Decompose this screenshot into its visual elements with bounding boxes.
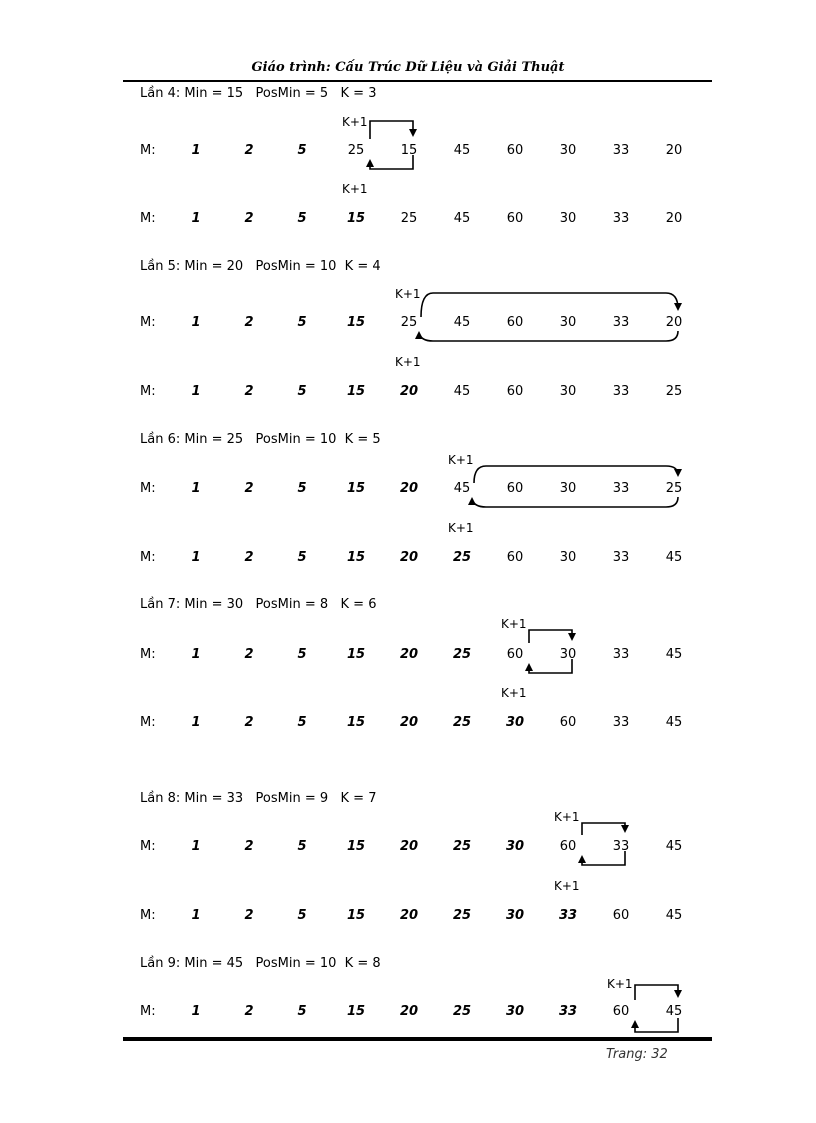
array-row-after-cell: 15 [346, 550, 366, 565]
array-row-after-cell: 2 [244, 908, 254, 923]
array-row-before-cell: 15 [346, 481, 366, 496]
k-plus-one-label-bottom: K+1 [342, 182, 368, 196]
array-row-after-cell: 1 [191, 715, 201, 730]
k-plus-one-label-top: K+1 [501, 617, 527, 631]
k-plus-one-label-top: K+1 [395, 287, 421, 301]
page-header-title: Giáo trình: Cấu Trúc Dữ Liệu và Giải Thuật [251, 60, 565, 75]
array-row-before-cell: 20 [399, 481, 419, 496]
array-row-before-cell: 30 [559, 647, 577, 662]
array-row-after-cell: 5 [297, 211, 307, 226]
k-plus-one-label-top: K+1 [448, 453, 474, 467]
array-row-before-cell: 45 [665, 647, 683, 662]
array-row-after-cell: 15 [346, 211, 366, 226]
array-row-after-cell: 2 [244, 384, 254, 399]
array-row-before-cell: 5 [297, 1004, 307, 1019]
array-row-after-cell: 2 [244, 715, 254, 730]
swap-arrow-bottom [472, 497, 678, 507]
array-row-after-cell: 60 [506, 550, 524, 565]
array-row-before-cell: 20 [399, 1004, 419, 1019]
array-row-before-cell: 20 [665, 315, 683, 330]
k-plus-one-label-bottom: K+1 [395, 355, 421, 369]
swap-arrow-top [421, 293, 678, 317]
array-row-after-cell: 20 [399, 715, 419, 730]
array-row-before-cell: 15 [346, 647, 366, 662]
page-number: Trang: 32 [606, 1047, 668, 1062]
array-row-after-cell: 45 [665, 550, 683, 565]
array-row-after-cell: 15 [346, 384, 366, 399]
array-row-after-cell: 25 [452, 550, 472, 565]
array-row-after-cell: 30 [559, 384, 577, 399]
array-row-before-cell: 25 [452, 839, 472, 854]
array-row-before-cell: 30 [559, 481, 577, 496]
array-row-after-label: M: [140, 908, 156, 923]
swap-arrowhead-down [568, 633, 576, 641]
array-row-before-cell: 60 [506, 481, 524, 496]
array-row-after-cell: 30 [505, 908, 525, 923]
array-row-before-cell: 25 [452, 1004, 472, 1019]
array-row-after-cell: 45 [665, 715, 683, 730]
array-row-after-cell: 5 [297, 384, 307, 399]
array-row-after-cell: 60 [506, 384, 524, 399]
array-row-before-cell: 2 [244, 143, 254, 158]
array-row-before-cell: 45 [453, 481, 471, 496]
array-row-after-label: M: [140, 211, 156, 226]
array-row-before-cell: 60 [506, 647, 524, 662]
swap-arrowhead-down [674, 990, 682, 998]
array-row-before-cell: 33 [612, 481, 630, 496]
array-row-before-cell: 5 [297, 647, 307, 662]
array-row-after-cell: 30 [559, 211, 577, 226]
array-row-after-cell: 45 [453, 384, 471, 399]
array-row-after-cell: 60 [612, 908, 630, 923]
k-plus-one-label-bottom: K+1 [554, 879, 580, 893]
array-row-before-cell: 45 [665, 839, 683, 854]
array-row-after-cell: 45 [665, 908, 683, 923]
array-row-after-cell: 33 [612, 715, 630, 730]
array-row-after-cell: 33 [612, 211, 630, 226]
array-row-after-cell: 5 [297, 715, 307, 730]
array-row-before-cell: 33 [612, 647, 630, 662]
array-row-after-label: M: [140, 715, 156, 730]
array-row-before-label: M: [140, 839, 156, 854]
array-row-after-cell: 33 [558, 908, 578, 923]
k-plus-one-label-bottom: K+1 [448, 521, 474, 535]
array-row-after-label: M: [140, 384, 156, 399]
array-row-after-cell: 2 [244, 550, 254, 565]
array-row-before-cell: 1 [191, 481, 201, 496]
array-row-after-cell: 15 [346, 715, 366, 730]
array-row-after-cell: 30 [559, 550, 577, 565]
array-row-before-cell: 1 [191, 143, 201, 158]
swap-arrowhead-down [621, 825, 629, 833]
array-row-before-cell: 30 [559, 315, 577, 330]
array-row-after-cell: 1 [191, 211, 201, 226]
swap-arrowhead-up [631, 1020, 639, 1028]
array-row-before-cell: 30 [505, 839, 525, 854]
pass-title: Lần 7: Min = 30 PosMin = 8 K = 6 [140, 597, 377, 612]
array-row-before-cell: 30 [505, 1004, 525, 1019]
array-row-before-label: M: [140, 143, 156, 158]
array-row-before-cell: 33 [612, 839, 630, 854]
array-row-before-cell: 45 [453, 143, 471, 158]
swap-arrow-top [370, 121, 413, 139]
swap-arrowhead-up [578, 855, 586, 863]
array-row-before-cell: 25 [347, 143, 365, 158]
array-row-before-label: M: [140, 647, 156, 662]
array-row-after-cell: 60 [559, 715, 577, 730]
array-row-before-cell: 15 [346, 839, 366, 854]
k-plus-one-label-bottom: K+1 [501, 686, 527, 700]
array-row-after-cell: 1 [191, 908, 201, 923]
array-row-before-cell: 1 [191, 315, 201, 330]
pass-title: Lần 4: Min = 15 PosMin = 5 K = 3 [140, 86, 377, 101]
array-row-after-cell: 33 [612, 384, 630, 399]
array-row-before-cell: 25 [452, 647, 472, 662]
array-row-before-cell: 25 [665, 481, 683, 496]
array-row-before-cell: 20 [399, 839, 419, 854]
array-row-after-cell: 60 [506, 211, 524, 226]
array-row-before-cell: 5 [297, 481, 307, 496]
k-plus-one-label-top: K+1 [342, 115, 368, 129]
swap-arrow-top [582, 823, 625, 835]
pass-title: Lần 5: Min = 20 PosMin = 10 K = 4 [140, 259, 381, 274]
array-row-before-label: M: [140, 1004, 156, 1019]
array-row-before-cell: 1 [191, 839, 201, 854]
array-row-after-cell: 25 [665, 384, 683, 399]
array-row-before-label: M: [140, 481, 156, 496]
swap-arrowhead-up [415, 331, 423, 339]
array-row-after-cell: 1 [191, 384, 201, 399]
array-row-after-cell: 20 [399, 908, 419, 923]
swap-arrow-top [635, 985, 678, 1000]
pass-title: Lần 8: Min = 33 PosMin = 9 K = 7 [140, 791, 377, 806]
footer-rule [123, 1037, 712, 1041]
array-row-before-cell: 1 [191, 1004, 201, 1019]
k-plus-one-label-top: K+1 [554, 810, 580, 824]
swap-arrowhead-down [674, 303, 682, 311]
array-row-before-cell: 15 [346, 315, 366, 330]
array-row-after-cell: 25 [400, 211, 418, 226]
array-row-before-label: M: [140, 315, 156, 330]
array-row-before-cell: 60 [612, 1004, 630, 1019]
array-row-before-cell: 60 [506, 315, 524, 330]
array-row-before-cell: 30 [559, 143, 577, 158]
array-row-before-cell: 5 [297, 839, 307, 854]
array-row-before-cell: 5 [297, 315, 307, 330]
array-row-before-cell: 33 [558, 1004, 578, 1019]
swap-arrow-top [529, 630, 572, 643]
k-plus-one-label-top: K+1 [607, 977, 633, 991]
array-row-after-label: M: [140, 550, 156, 565]
array-row-before-cell: 33 [612, 143, 630, 158]
array-row-after-cell: 5 [297, 908, 307, 923]
array-row-after-cell: 45 [453, 211, 471, 226]
array-row-before-cell: 15 [346, 1004, 366, 1019]
array-row-before-cell: 2 [244, 481, 254, 496]
array-row-after-cell: 33 [612, 550, 630, 565]
array-row-before-cell: 33 [612, 315, 630, 330]
array-row-after-cell: 20 [665, 211, 683, 226]
swap-arrowhead-up [525, 663, 533, 671]
array-row-before-cell: 60 [559, 839, 577, 854]
array-row-before-cell: 2 [244, 1004, 254, 1019]
array-row-before-cell: 45 [665, 1004, 683, 1019]
swap-arrowhead-up [366, 159, 374, 167]
swap-arrow-bottom [635, 1018, 678, 1032]
header-rule [123, 80, 712, 82]
array-row-after-cell: 20 [399, 550, 419, 565]
array-row-after-cell: 20 [399, 384, 419, 399]
array-row-after-cell: 5 [297, 550, 307, 565]
array-row-after-cell: 25 [452, 908, 472, 923]
array-row-before-cell: 15 [400, 143, 418, 158]
swap-arrow-bottom [419, 331, 678, 341]
array-row-after-cell: 1 [191, 550, 201, 565]
array-row-after-cell: 30 [505, 715, 525, 730]
array-row-before-cell: 2 [244, 647, 254, 662]
pass-title: Lần 9: Min = 45 PosMin = 10 K = 8 [140, 956, 381, 971]
pass-title: Lần 6: Min = 25 PosMin = 10 K = 5 [140, 432, 381, 447]
array-row-before-cell: 1 [191, 647, 201, 662]
array-row-before-cell: 45 [453, 315, 471, 330]
array-row-after-cell: 25 [452, 715, 472, 730]
array-row-after-cell: 15 [346, 908, 366, 923]
array-row-before-cell: 25 [400, 315, 418, 330]
array-row-before-cell: 2 [244, 839, 254, 854]
array-row-before-cell: 5 [297, 143, 307, 158]
swap-arrowhead-down [674, 469, 682, 477]
array-row-before-cell: 2 [244, 315, 254, 330]
swap-arrowhead-down [409, 129, 417, 137]
array-row-before-cell: 20 [399, 647, 419, 662]
swap-arrowhead-up [468, 497, 476, 505]
array-row-after-cell: 2 [244, 211, 254, 226]
array-row-before-cell: 20 [665, 143, 683, 158]
array-row-before-cell: 60 [506, 143, 524, 158]
